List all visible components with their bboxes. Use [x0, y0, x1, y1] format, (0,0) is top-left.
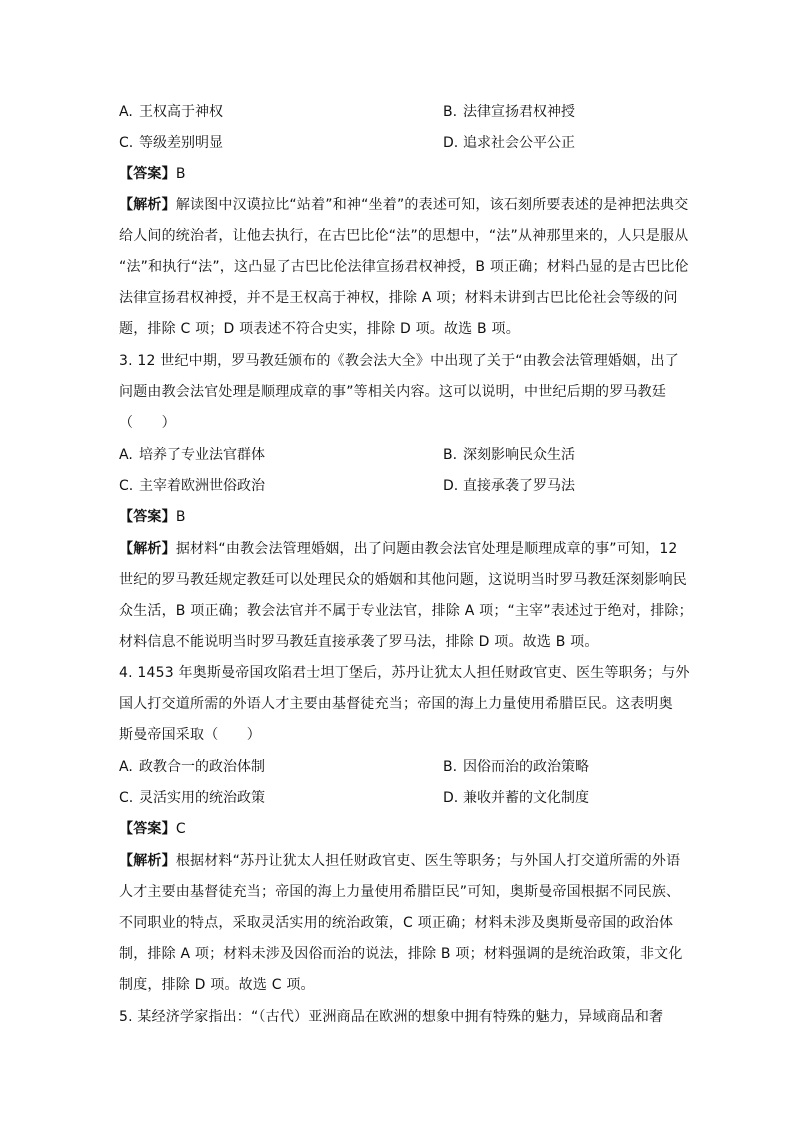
q3-analysis-line: 众生活，B 项正确；教会法官并不属于专业法官，排除 A 项；“主宰”表述过于绝对，排除；: [119, 603, 693, 619]
q3-option-d: D. 直接承袭了罗马法: [443, 478, 575, 494]
q4-answer: 【答案】C: [119, 821, 186, 837]
q4-stem-line: 斯曼帝国采取（ ）: [119, 727, 261, 743]
q2-option-a: A. 王权高于神权: [119, 104, 223, 120]
q4-option-c: C. 灵活实用的统治政策: [119, 790, 265, 806]
q2-analysis-line: 法律宣扬君权神授，并不是王权高于神权，排除 A 项；材料未讲到古巴比伦社会等级的问: [119, 290, 678, 306]
q3-stem-line: （ ）: [119, 415, 176, 431]
q2-answer: 【答案】B: [119, 166, 186, 182]
q3-option-a: A. 培养了专业法官群体: [119, 447, 265, 463]
q3-analysis-line: 【解析】据材料“由教会法管理婚姻，出了问题由教会法官处理是顺理成章的事”可知，12: [119, 541, 678, 557]
q2-option-d: D. 追求社会公平公正: [443, 135, 575, 151]
q2-analysis-line: 给人间的统治者，让他去执行，在古巴比伦“法”的思想中，“法”从神那里来的，人只是服从: [119, 228, 689, 244]
q3-option-c: C. 主宰着欧洲世俗政治: [119, 478, 265, 494]
q2-option-b: B. 法律宣扬君权神授: [443, 104, 575, 120]
q4-option-b: B. 因俗而治的政治策略: [443, 759, 589, 775]
q4-analysis-line: 【解析】根据材料“苏丹让犹太人担任财政官吏、医生等职务；与外国人打交道所需的外语: [119, 853, 681, 869]
q2-analysis-line: “法”和执行“法”，这凸显了古巴比伦法律宣扬君权神授，B 项正确；材料凸显的是古巴比伦: [119, 259, 689, 275]
q4-analysis-line: 制度，排除 D 项。故选 C 项。: [119, 977, 315, 993]
q3-analysis-line: 材料信息不能说明当时罗马教廷直接承袭了罗马法，排除 D 项。故选 B 项。: [119, 634, 599, 650]
q2-analysis-line: 题，排除 C 项；D 项表述不符合史实，排除 D 项。故选 B 项。: [119, 321, 520, 337]
q4-analysis-line: 制，排除 A 项；材料未涉及因俗而治的说法，排除 B 项；材料强调的是统治政策，非文化: [119, 946, 683, 962]
q3-option-b: B. 深刻影响民众生活: [443, 447, 575, 463]
q3-answer: 【答案】B: [119, 509, 186, 525]
q4-analysis-line: 不同职业的特点，采取灵活实用的统治政策，C 项正确；材料未涉及奥斯曼帝国的政治体: [119, 915, 674, 931]
q4-stem-line: 4. 1453 年奥斯曼帝国攻陷君士坦丁堡后，苏丹让犹太人担任财政官吏、医生等职务；与外: [119, 665, 690, 681]
q4-stem-line: 国人打交道所需的外语人才主要由基督徒充当；帝国的海上力量使用希腊臣民。这表明奥: [119, 696, 673, 712]
q3-stem-line: 问题由教会法官处理是顺理成章的事”等相关内容。这可以说明，中世纪后期的罗马教廷: [119, 384, 667, 400]
q5-stem-line: 5. 某经济学家指出：“（古代）亚洲商品在欧洲的想象中拥有特殊的魅力，异域商品和奢: [119, 1009, 664, 1025]
q3-stem-line: 3. 12 世纪中期，罗马教廷颁布的《教会法大全》中出现了关于“由教会法管理婚姻，出了: [119, 353, 679, 369]
q2-analysis-line: 【解析】解读图中汉谟拉比“站着”和神“坐着”的表述可知，该石刻所要表述的是神把法典交: [119, 197, 689, 213]
q2-option-c: C. 等级差别明显: [119, 135, 223, 151]
q4-option-d: D. 兼收并蓄的文化制度: [443, 790, 589, 806]
q4-analysis-line: 人才主要由基督徒充当；帝国的海上力量使用希腊臣民”可知，奥斯曼帝国根据不同民族、: [119, 884, 681, 900]
q4-option-a: A. 政教合一的政治体制: [119, 759, 265, 775]
q3-analysis-line: 世纪的罗马教廷规定教廷可以处理民众的婚姻和其他问题，这说明当时罗马教廷深刻影响民: [119, 572, 687, 588]
